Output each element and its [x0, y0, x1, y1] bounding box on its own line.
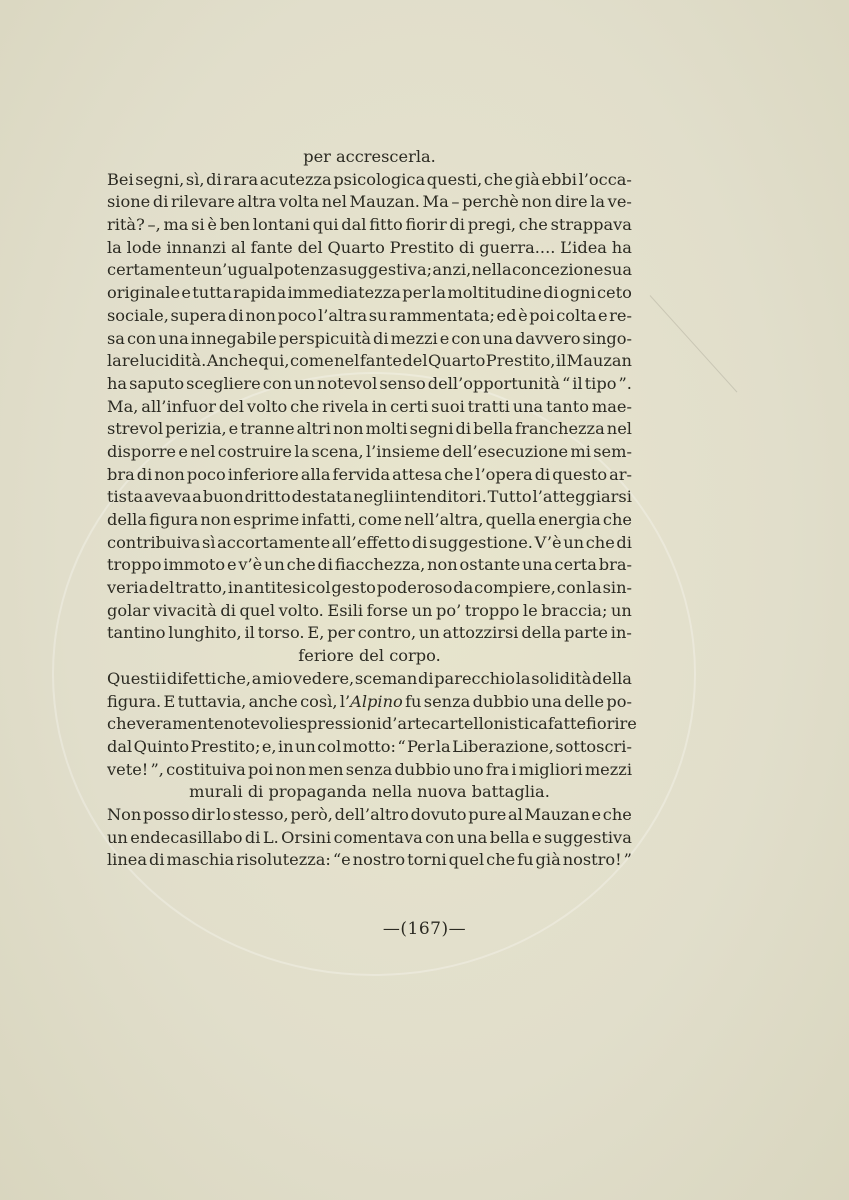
- text-line: sociale, supera di non poco l’altra su rammentata; ed è poi colta e re-: [107, 305, 632, 325]
- text-line: troppo immoto e v’è un che di fiacchezza, non ostante una certa bra-: [107, 555, 632, 575]
- text-line: certamente un’ugual potenza suggestiva; anzi, nella concezione sua: [107, 260, 632, 280]
- text-line: la lode innanzi al fante del Quarto Prestito di guerra.... L’idea ha: [107, 237, 632, 257]
- text-line: per accrescerla.: [303, 147, 436, 166]
- text-line: un endecasillabo di L. Orsini comentava con una bella e suggestiva: [107, 827, 632, 847]
- text-line: sione di rilevare altra volta nel Mauzan. Ma – perchè non dire la ve-: [107, 192, 632, 212]
- text-line: che veramente notevoli espressioni d’arte cartellonistica fatte fiorire: [107, 714, 637, 734]
- text-line: tantino lunghito, il torso. E, per contro, un attozzirsi della parte in-: [107, 623, 632, 643]
- text-line: strevol perizia, e tranne altri non molti segni di bella franchezza nel: [107, 419, 632, 439]
- text-line: disporre e nel costruire la scena, l’insieme dell’esecuzione mi sem-: [107, 441, 632, 461]
- text-line: lare lucidità. Anche qui, come nel fante del Quarto Prestito, il Mauzan: [107, 351, 632, 371]
- text-line: Questi i difetti che, a mio vedere, sceman di parecchio la solidità della: [107, 668, 632, 688]
- text-line: golar vivacità di quel volto. Esili forse un po’ troppo le braccia; un: [107, 600, 632, 620]
- text-line: murali di propaganda nella nuova battaglia.: [189, 782, 550, 802]
- text-line: Ma, all’infuor del volto che rivela in certi suoi tratti una tanto mae-: [107, 396, 632, 416]
- text-line: dal Quinto Prestito; e, in un col motto: “ Per la Liberazione, sottoscri-: [107, 736, 632, 756]
- text-line: feriore del corpo.: [298, 646, 441, 666]
- text-line: rità? –, ma si è ben lontani qui dal fitto fiorir di pregi, che strappava: [107, 215, 632, 235]
- page-number: —(167)—: [382, 919, 467, 939]
- text-line: sa con una innegabile perspicuità di mezzi e con una davvero singo-: [107, 328, 632, 348]
- text-line: Non posso dir lo stesso, però, dell’altro dovuto pure al Mauzan e che: [107, 804, 632, 824]
- text-line: Bei segni, sì, di rara acutezza psicologica questi, che già ebbi l’occa-: [107, 169, 632, 189]
- text-line: contribuiva sì accortamente all’effetto di suggestione. V’è un che di: [107, 532, 632, 552]
- text-line: veria del tratto, in antitesi col gesto poderoso da compiere, con la sin-: [107, 578, 632, 598]
- text-line: bra di non poco inferiore alla fervida attesa che l’opera di questo ar-: [107, 464, 632, 484]
- body-text: [107, 146, 637, 872]
- text-line: vete! ”, costituiva poi non men senza dubbio uno fra i migliori mezzi: [107, 759, 632, 779]
- text-line: tista aveva a buon dritto destata negli intenditori. Tutto l’atteggiarsi: [107, 487, 632, 507]
- text-line: originale e tutta rapida immediatezza per la moltitudine di ogni ceto: [107, 283, 632, 303]
- text-line: ha saputo scegliere con un notevol senso dell’opportunità “ il tipo ”.: [107, 373, 632, 393]
- text-line: linea di maschia risolutezza: “e nostro torni quel che fu già nostro! ”: [107, 850, 632, 870]
- text-line: figura. E tuttavia, anche così, l’Alpino fu senza dubbio una delle po-: [107, 691, 632, 711]
- text-line: della figura non esprime infatti, come nell’altra, quella energia che: [107, 510, 632, 529]
